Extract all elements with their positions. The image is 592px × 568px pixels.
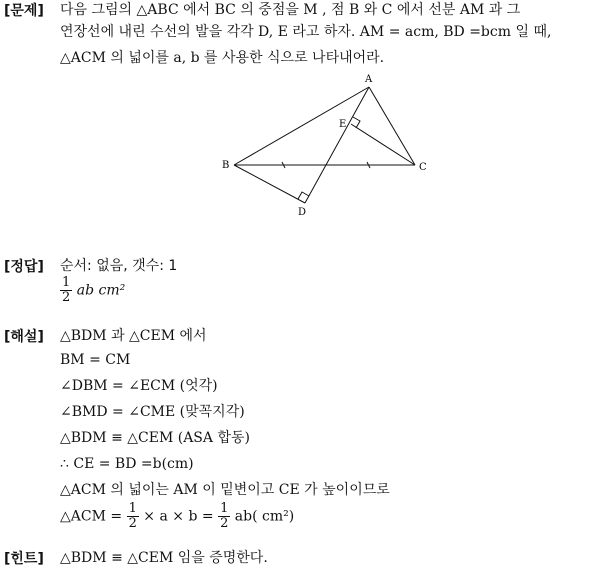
explanation-line-3: ∠DBM = ∠ECM (엇각) — [60, 378, 218, 394]
explanation-line-5: △BDM ≡ △CEM (ASA 합동) — [60, 430, 250, 446]
explanation-line-4: ∠BMD = ∠CME (맞꼭지각) — [60, 404, 245, 420]
answer-fraction-den: 2 — [62, 290, 71, 305]
triangle-figure — [218, 70, 434, 222]
hint-tag: [힌트] — [4, 551, 44, 567]
explanation-tag: [해설] — [4, 329, 44, 345]
answer-fraction-num: 1 — [62, 275, 71, 290]
label-a: A — [365, 74, 373, 85]
problem-line-1: 다음 그림의 △ABC 에서 BC 의 중점을 M , 점 B 와 C 에서 선분 AM 과 그 — [60, 2, 521, 18]
problem-line-3: △ACM 의 넓이를 a, b 를 사용한 식으로 나타내어라. — [60, 50, 385, 66]
explanation-line-7: △ACM 의 넓이는 AM 이 밑변이고 CE 가 높이이므로 — [60, 482, 390, 498]
answer-tag: [정답] — [4, 259, 44, 275]
problem-tag: [문제] — [4, 3, 44, 19]
answer-fraction — [60, 276, 72, 305]
area-fraction-2-num: 1 — [220, 501, 229, 516]
explanation-line-6: ∴ CE = BD =b(cm) — [60, 456, 194, 472]
answer-line-1: 순서: 없음, 갯수: 1 — [60, 258, 178, 274]
explanation-line-2: BM = CM — [60, 352, 131, 368]
hint-text: △BDM ≡ △CEM 임을 증명한다. — [60, 550, 268, 566]
answer-rest: ab cm² — [76, 282, 126, 299]
explanation-line-1: △BDM 과 △CEM 에서 — [60, 328, 207, 344]
label-b: B — [222, 160, 230, 171]
area-mid: × a × b = — [143, 508, 214, 525]
area-fraction-2 — [218, 502, 230, 531]
area-prefix: △ACM = — [60, 508, 123, 525]
explanation-line-8 — [60, 502, 294, 531]
label-c: C — [419, 162, 427, 173]
label-e: E — [339, 119, 347, 130]
label-d: D — [298, 207, 307, 218]
answer-formula — [60, 276, 125, 305]
area-fraction-1-den: 2 — [128, 516, 137, 531]
area-suffix: ab( cm²) — [234, 508, 295, 525]
area-fraction-2-den: 2 — [220, 516, 229, 531]
problem-line-2: 연장선에 내린 수선의 발을 각각 D, E 라고 하자. AM = acm, BD =bcm 일 때, — [60, 24, 552, 40]
area-fraction-1-num: 1 — [128, 501, 137, 516]
area-fraction-1 — [127, 502, 139, 531]
